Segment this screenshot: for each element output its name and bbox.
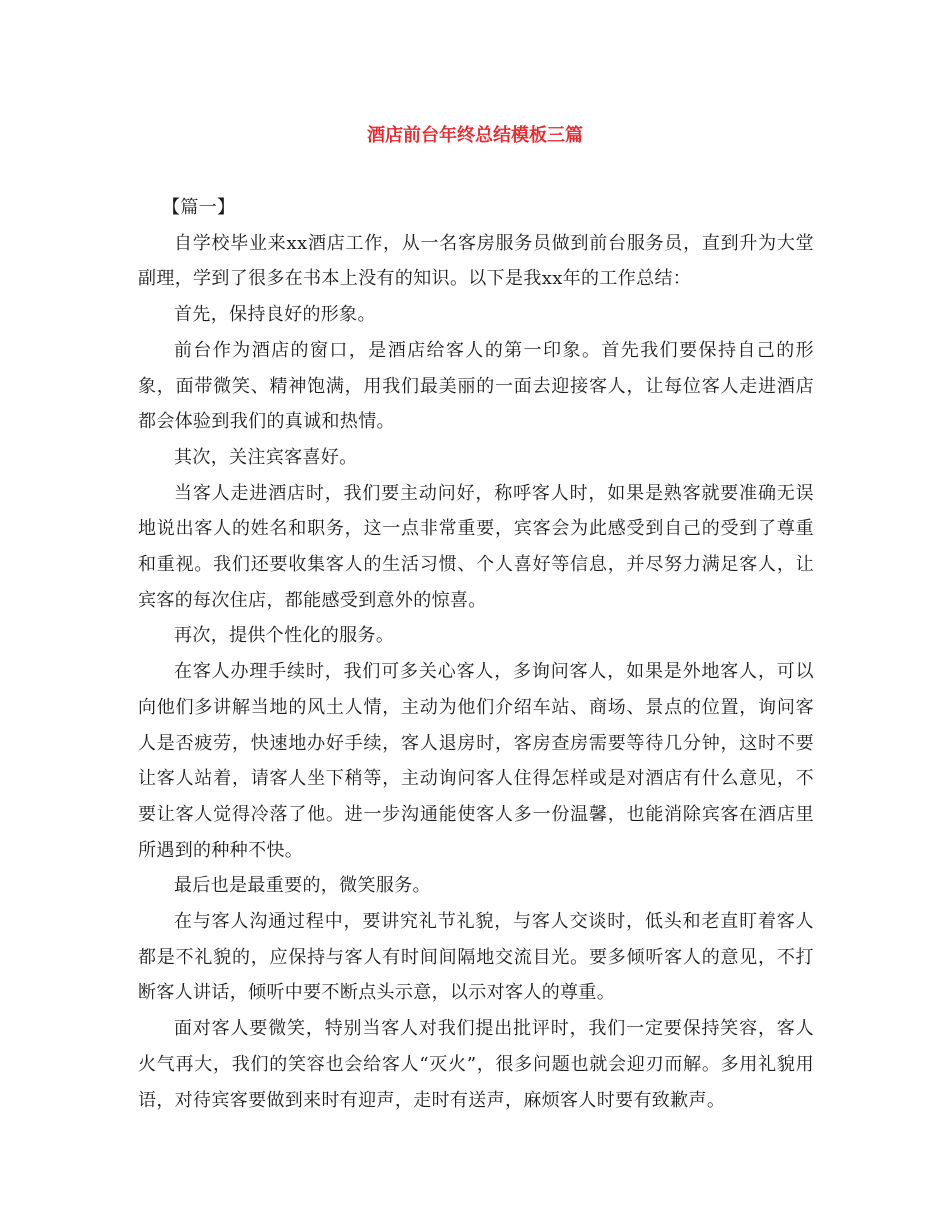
section-heading: 【篇一】	[162, 197, 236, 218]
paragraph: 当客人走进酒店时，我们要主动问好，称呼客人时，如果是熟客就要准确无误地说出客人的姓名和职务，这一点非常重要，宾客会为此感受到自己的受到了尊重和重视。我们还要收集客人的生活习惯、个人喜好等信息，并尽努力满足客人，让宾客的每次住店，都能感受到意外的惊喜。	[138, 482, 814, 611]
paragraph: 前台作为酒店的窗口，是酒店给客人的第一印象。首先我们要保持自己的形象，面带微笑、精神饱满，用我们最美丽的一面去迎接客人，让每位客人走进酒店都会体验到我们的真诚和热情。	[138, 339, 814, 433]
paragraph: 面对客人要微笑，特别当客人对我们提出批评时，我们一定要保持笑容，客人火气再大，我们的笑容也会给客人“灭火”，很多问题也就会迎刃而解。多用礼貌用语，对待宾客要做到来时有迎声，走时有送声，麻烦客人时要有致歉声。	[138, 1018, 814, 1111]
paragraph: 首先，保持良好的形象。	[174, 304, 376, 326]
document-body	[138, 190, 814, 1118]
paragraph: 在与客人沟通过程中，要讲究礼节礼貌，与客人交谈时，低头和老直盯着客人都是不礼貌的，应保持与客人有时间间隔地交流目光。要多倾听客人的意见，不打断客人讲话，倾听中要不断点头示意，以示对客人的尊重。	[138, 911, 814, 1004]
paragraph: 自学校毕业来xx酒店工作，从一名客房服务员做到前台服务员，直到升为大堂副理，学到了很多在书本上没有的知识。以下是我xx年的工作总结：	[138, 232, 814, 290]
paragraph: 其次，关注宾客喜好。	[174, 446, 358, 468]
paragraph: 再次，提供个性化的服务。	[174, 625, 395, 647]
paragraph: 最后也是最重要的，微笑服务。	[174, 875, 431, 897]
document-title: 酒店前台年终总结模板三篇	[367, 125, 583, 146]
paragraph: 在客人办理手续时，我们可多关心客人，多询问客人，如果是外地客人，可以向他们多讲解当地的风土人情，主动为他们介绍车站、商场、景点的位置，询问客人是否疲劳，快速地办好手续，客人退房时，客房查房需要等待几分钟，这时不要让客人站着，请客人坐下稍等，主动询问客人住得怎样或是对酒店有什么意见，不要让客人觉得冷落了他。进一步沟通能使客人多一份温馨，也能消除宾客在酒店里所遇到的种种不快。	[138, 661, 814, 861]
